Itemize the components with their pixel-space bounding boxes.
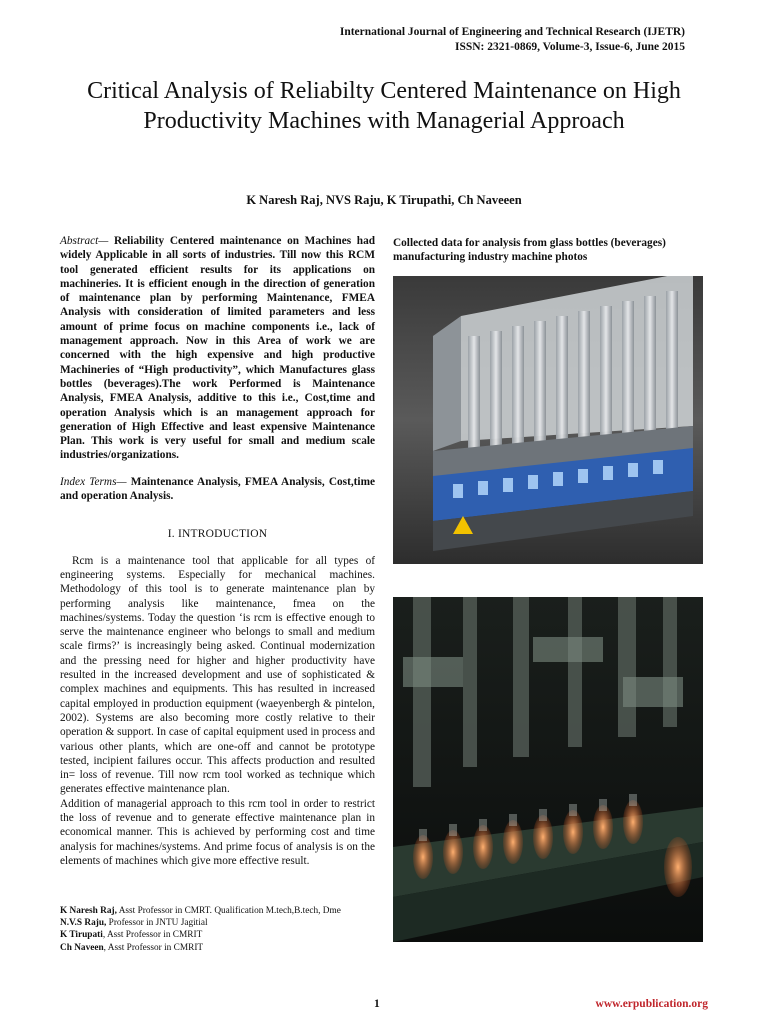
figure-caption: Collected data for analysis from glass bottles (beverages) manufacturing industry machine photos [393,237,666,264]
journal-issn: ISSN: 2321-0869, Volume-3, Issue-6, June 2015 [454,40,685,53]
abstract-label: Abstract— [60,235,109,247]
footnote-author-affiliation: , Asst Professor in CMRIT [103,942,204,953]
page-number: 1 [374,998,380,1010]
journal-name: International Journal of Engineering and Technical Research (IJETR) [339,26,685,38]
footnote-author-affiliation: Asst Professor in CMRT. Qualification M.tech,B.tech, Dme [116,906,341,916]
index-terms [60,475,375,504]
footnote-line [60,905,390,917]
footnote-line [60,929,390,941]
footnote-author-name: Ch Naveen [60,942,104,953]
machine-photo [393,276,703,564]
publisher-website[interactable]: www.erpublication.org [595,998,708,1010]
bottle-production-photo [393,597,703,942]
footnote-author-name: N.V.S Raju, [60,918,107,929]
introduction-paragraph-1: Rcm is a maintenance tool that applicable for all types of engineering systems. Especially for mechanical machines. Methodology of this tool is to generate maintenance plan by performing analysis like maintenance, fmea on the machines/systems. Today the question ‘is rcm is effective enough to serve the maintenance engineer who belongs to small and medium scale firms?’ is increasingly being asked. Continual modernization and the pressing need for higher and higher productivity have resulted in the increased development and use of sophisticated & complex machines and equipments. This has resulted in increased capital employed in production equipment (waeyenbergh & pintelon, 2002). Systems are also becoming more costly relative to their operation & support. In case of capital equipment used in process and various other plants, which are one-off and cannot be prototype tested, incipient failures occur. This affects production and resulted in= loss of revenue. Till now rcm tool worked as technique which generates effective maintenance plan. [60,554,375,796]
introduction-paragraph-2: Addition of managerial approach to this rcm tool in order to restrict the loss of revenue and to generate effective maintenance plan in economical manner. This is achieved by performing cost and time analysis for machines/systems. And prime focus of analysis is on the elements of machines which give more effective result. [60,797,375,867]
left-column [60,234,375,868]
abstract [60,234,375,463]
footnote-author-affiliation: , Asst Professor in CMRIT [102,930,203,941]
footnote-line [60,942,390,954]
footnote-author-name: K Tirupati [60,930,103,941]
abstract-text: Reliability Centered maintenance on Machines had widely Applicable in all sorts of industries. Till now this RCM tool generated efficient results for its applications on machineries. It is efficient enough in the direction of generation of maintenance plan by performing Maintenance, FMEA Analysis with consideration of limited parameters and less amount of prime focus on machine components i.e., lack of management approach. Now in this Area of work we are concerned with the high expensive and high productive Machineries of “High productivity”, which Manufactures glass bottles (beverages).The work Performed is Maintenance Analysis, FMEA Analysis, additive to this i.e., Cost,time and operation Analysis which is an management approach for generation of High Effective and least expensive Maintenance Plan. This work is very useful for small and medium scale industries/organizations. [60,235,375,462]
bottle-line-illustration [393,597,703,942]
journal-header [340,25,685,54]
section-heading-introduction: I. INTRODUCTION [167,528,268,541]
footnote-line [60,917,390,929]
footnote-author-name: K Naresh Raj, [60,906,117,916]
author-footnotes [60,905,390,954]
index-terms-text: Maintenance Analysis, FMEA Analysis, Cost,time and operation Analysis. [60,475,375,503]
machine-illustration [393,276,703,564]
index-terms-label: Index Terms— [60,475,127,488]
footnote-author-affiliation: Professor in JNTU Jagitial [106,918,208,929]
paper-authors: K Naresh Raj, NVS Raju, K Tirupathi, Ch Naveeen [246,193,522,207]
paper-title: Critical Analysis of Reliabilty Centered Maintenance on High Productivity Machines with Managerial Approach [87,78,681,134]
